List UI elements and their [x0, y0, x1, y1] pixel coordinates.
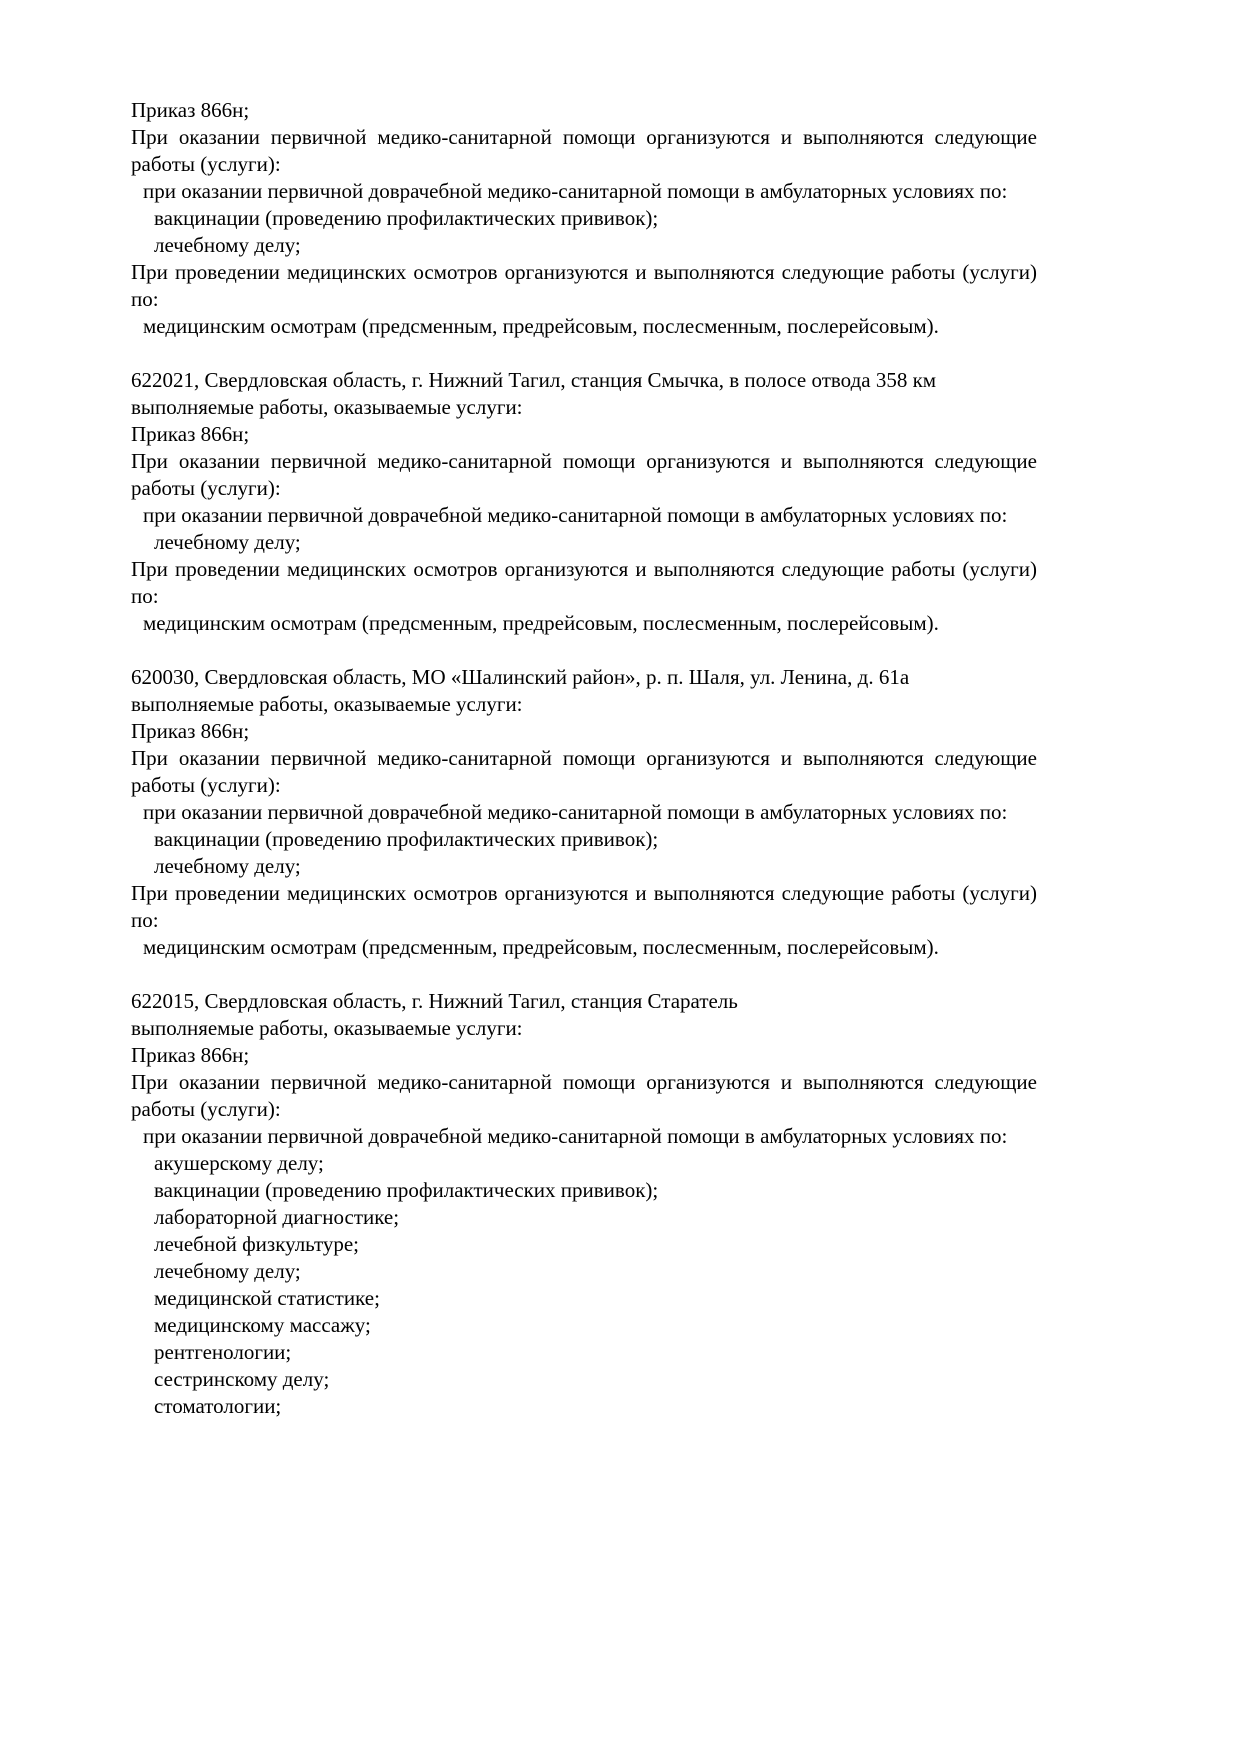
- doc-line: При оказании первичной медико-санитарной помощи организуются и выполняются следующие работы (услуги):: [131, 746, 1037, 797]
- doc-line: лечебному делу;: [154, 1259, 301, 1283]
- doc-line: Приказ 866н;: [131, 422, 250, 446]
- doc-line: медицинской статистике;: [154, 1286, 380, 1310]
- address-line: 622015, Свердловская область, г. Нижний Тагил, станция Старатель: [131, 989, 738, 1013]
- doc-line: Приказ 866н;: [131, 719, 250, 743]
- address-block-622015: [131, 988, 1037, 1420]
- doc-line: акушерскому делу;: [154, 1151, 324, 1175]
- doc-line: медицинским осмотрам (предсменным, предрейсовым, послесменным, послерейсовым).: [143, 935, 939, 959]
- doc-line: при оказании первичной доврачебной медико-санитарной помощи в амбулаторных условиях по:: [143, 179, 1008, 203]
- address-block-622021: [131, 367, 1037, 637]
- doc-line: выполняемые работы, оказываемые услуги:: [131, 692, 523, 716]
- address-line: 620030, Свердловская область, МО «Шалинский район», р. п. Шаля, ул. Ленина, д. 61а: [131, 665, 910, 689]
- doc-line: При проведении медицинских осмотров организуются и выполняются следующие работы (услуги) по:: [131, 260, 1037, 311]
- address-line: 622021, Свердловская область, г. Нижний Тагил, станция Смычка, в полосе отвода 358 км: [131, 368, 937, 392]
- doc-line: медицинскому массажу;: [154, 1313, 371, 1337]
- doc-line: лечебному делу;: [154, 854, 301, 878]
- doc-line: При проведении медицинских осмотров организуются и выполняются следующие работы (услуги) по:: [131, 881, 1037, 932]
- doc-line: При оказании первичной медико-санитарной помощи организуются и выполняются следующие работы (услуги):: [131, 125, 1037, 176]
- doc-line: при оказании первичной доврачебной медико-санитарной помощи в амбулаторных условиях по:: [143, 1124, 1008, 1148]
- doc-line: Приказ 866н;: [131, 1043, 250, 1067]
- doc-line: рентгенологии;: [154, 1340, 292, 1364]
- doc-line: лечебному делу;: [154, 530, 301, 554]
- doc-line: вакцинации (проведению профилактических прививок);: [154, 206, 659, 230]
- doc-line: лечебной физкультуре;: [154, 1232, 360, 1256]
- doc-line: при оказании первичной доврачебной медико-санитарной помощи в амбулаторных условиях по:: [143, 503, 1008, 527]
- address-block-620030: [131, 664, 1037, 961]
- doc-line: выполняемые работы, оказываемые услуги:: [131, 1016, 523, 1040]
- doc-line: медицинским осмотрам (предсменным, предрейсовым, послесменным, послерейсовым).: [143, 611, 939, 635]
- doc-line: Приказ 866н;: [131, 98, 250, 122]
- doc-line: вакцинации (проведению профилактических прививок);: [154, 1178, 659, 1202]
- doc-line: медицинским осмотрам (предсменным, предрейсовым, послесменным, послерейсовым).: [143, 314, 939, 338]
- doc-line: При проведении медицинских осмотров организуются и выполняются следующие работы (услуги) по:: [131, 557, 1037, 608]
- doc-line: выполняемые работы, оказываемые услуги:: [131, 395, 523, 419]
- doc-line: лечебному делу;: [154, 233, 301, 257]
- address-block-continuation: [131, 97, 1037, 340]
- doc-line: сестринскому делу;: [154, 1367, 330, 1391]
- doc-line: вакцинации (проведению профилактических прививок);: [154, 827, 659, 851]
- doc-line: при оказании первичной доврачебной медико-санитарной помощи в амбулаторных условиях по:: [143, 800, 1008, 824]
- doc-line: стоматологии;: [154, 1394, 282, 1418]
- doc-line: При оказании первичной медико-санитарной помощи организуются и выполняются следующие работы (услуги):: [131, 1070, 1037, 1121]
- doc-line: При оказании первичной медико-санитарной помощи организуются и выполняются следующие работы (услуги):: [131, 449, 1037, 500]
- doc-line: лабораторной диагностике;: [154, 1205, 400, 1229]
